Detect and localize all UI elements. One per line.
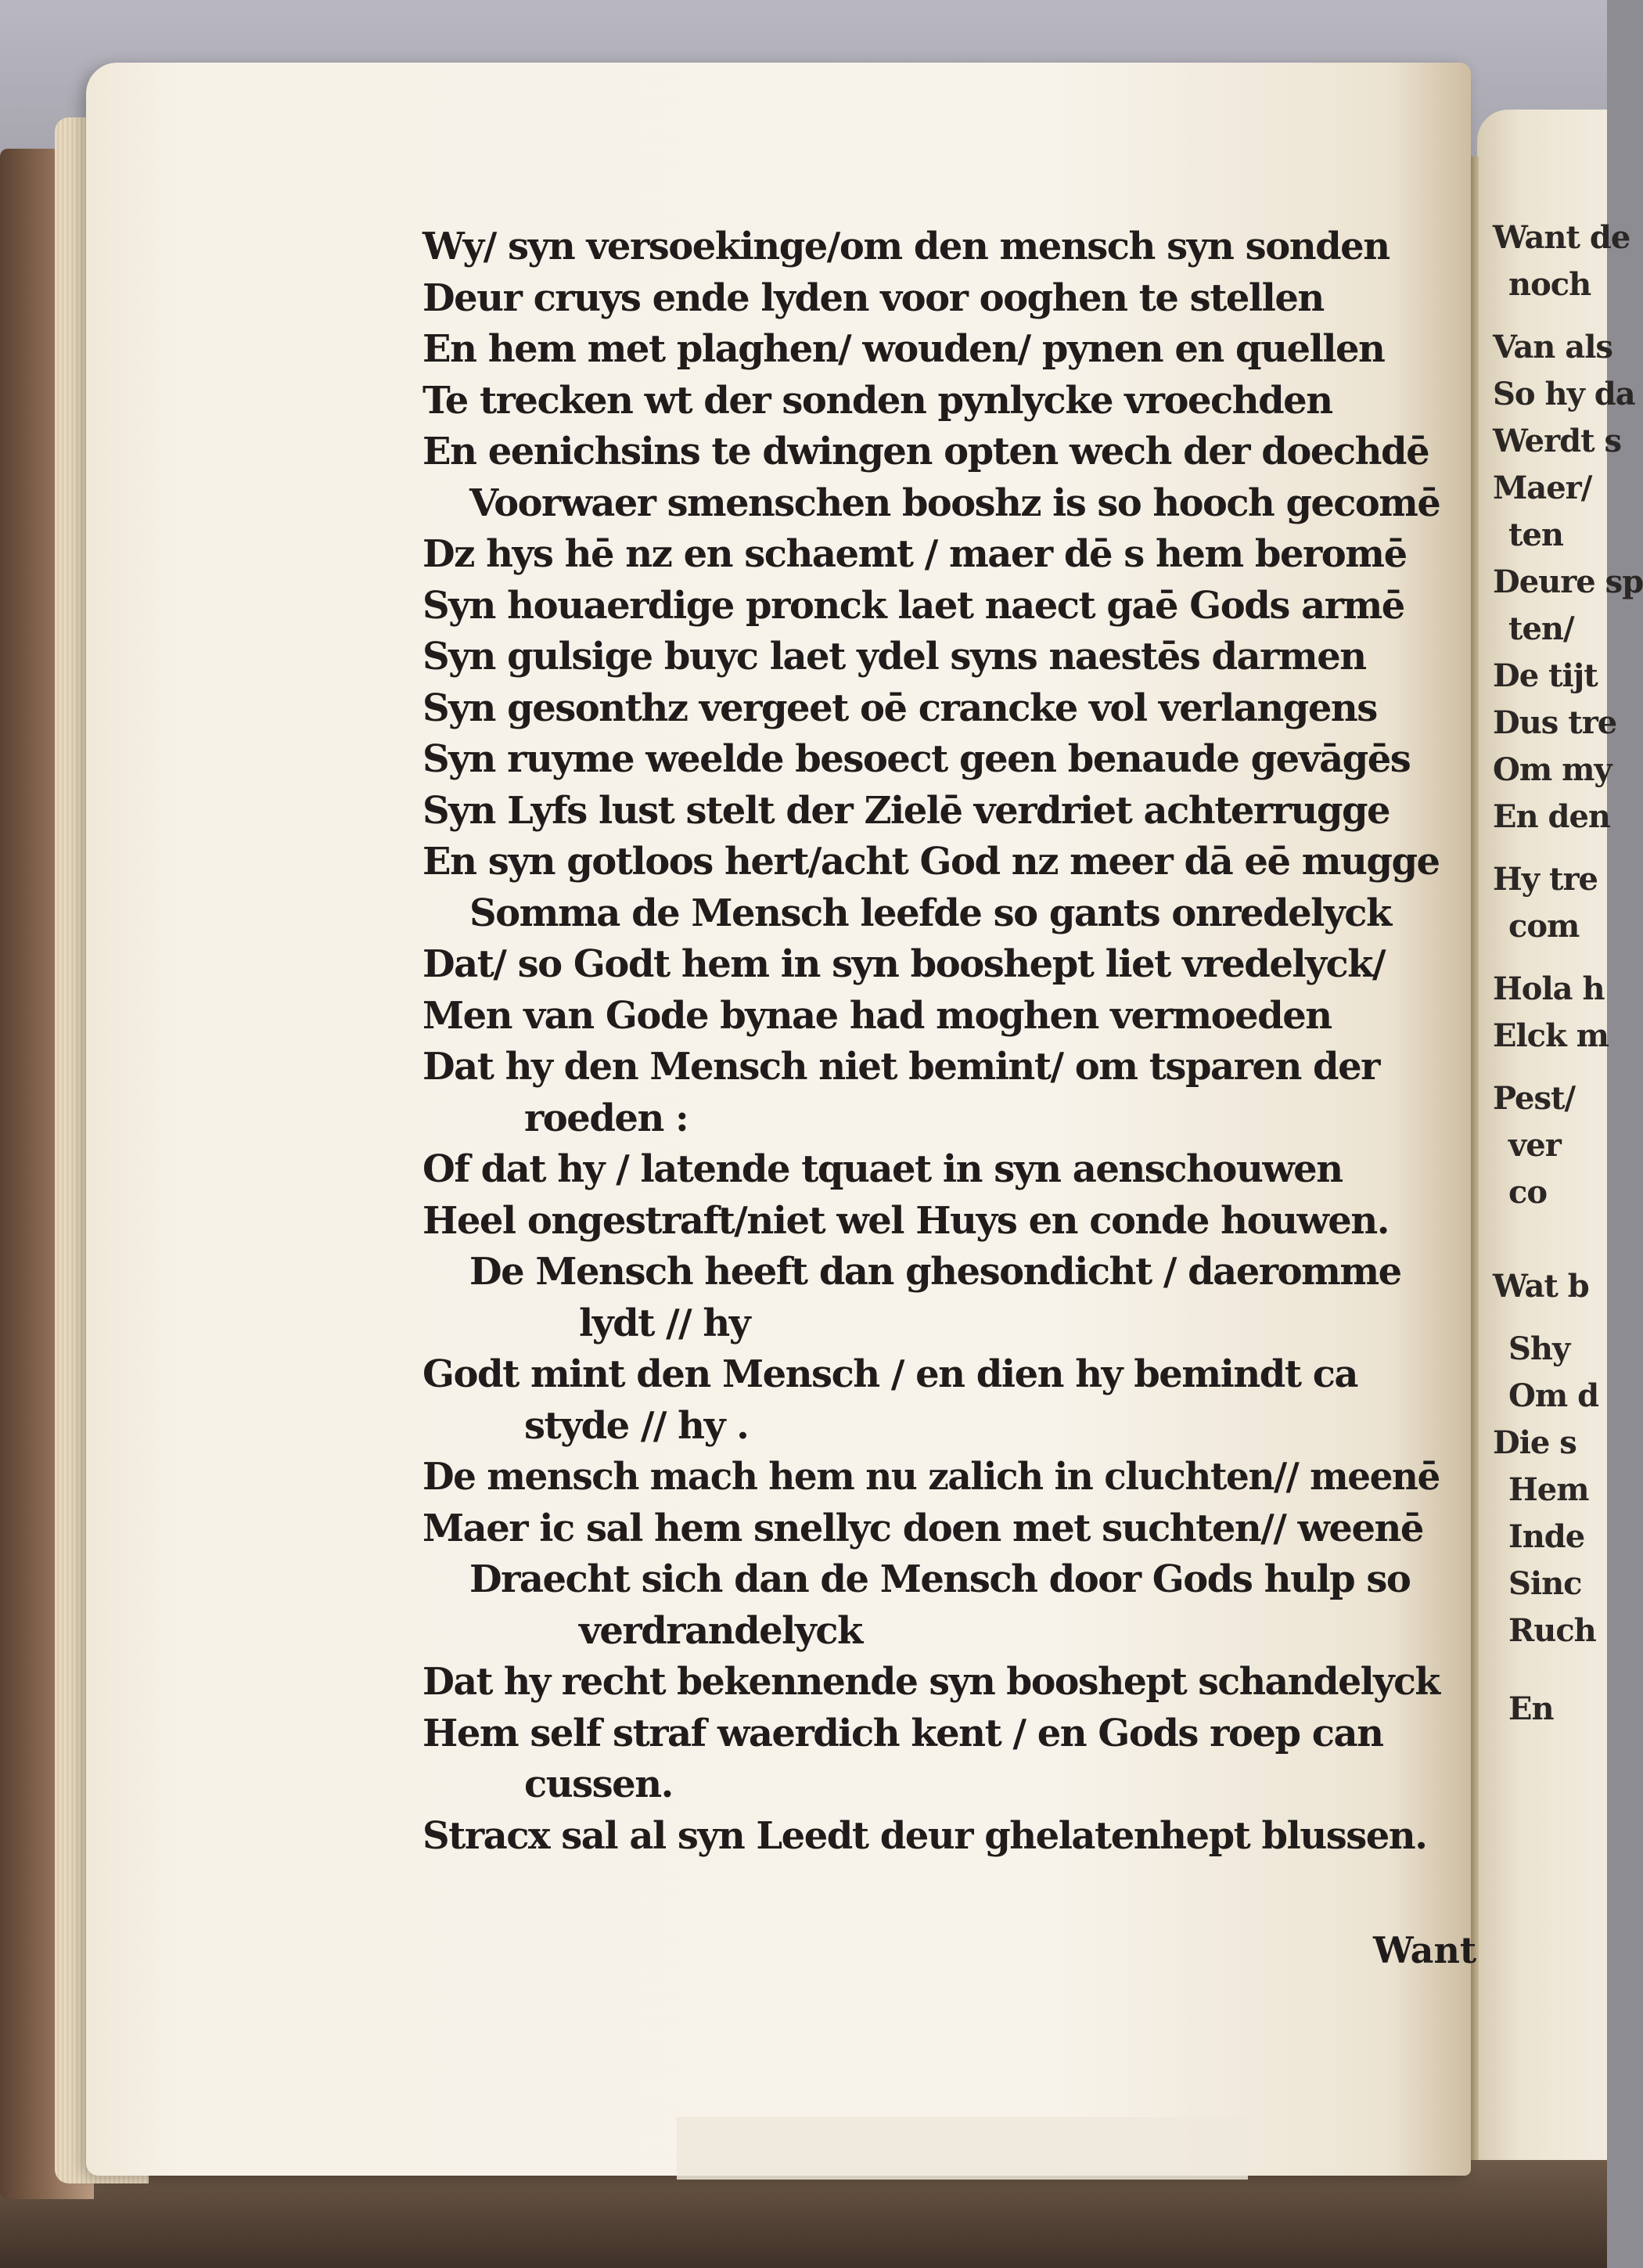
text-line: cussen. — [524, 1762, 673, 1806]
text-line: Voorwaer smenschen booshz is so hooch gecomē — [469, 481, 1440, 525]
right-page-text-fragment: En — [1508, 1690, 1554, 1727]
right-page-text-fragment: Inde — [1508, 1518, 1585, 1555]
text-line: Syn Lyfs lust stelt der Zielē verdriet achterrugge — [422, 788, 1390, 833]
text-line: styde // hy . — [524, 1403, 749, 1448]
text-line: De mensch mach hem nu zalich in cluchten// meenē — [422, 1455, 1440, 1499]
text-line: Syn houaerdige pronck laet naect gaē Gods armē — [422, 583, 1404, 628]
text-line: Stracx sal al syn Leedt deur ghelatenhept blussen. — [422, 1813, 1427, 1858]
right-page-text-fragment: Hy tre — [1493, 861, 1598, 898]
text-line: Maer ic sal hem snellyc doen met suchten// weenē — [422, 1506, 1423, 1550]
text-line: Syn gesonthz vergeet oē crancke vol verlangens — [422, 686, 1377, 730]
right-page — [1477, 110, 1643, 2160]
right-page-text-fragment: Hem — [1508, 1471, 1589, 1508]
text-line: Heel ongestraft/niet wel Huys en conde houwen. — [422, 1198, 1389, 1243]
text-line: Somma de Mensch leefde so gants onredelyck — [469, 891, 1391, 935]
text-line: Wy/ syn versoekinge/om den mensch syn sonden — [422, 225, 1390, 268]
text-line: Dat/ so Godt hem in syn booshept liet vredelyck/ — [422, 942, 1385, 986]
right-page-text-fragment: Deure sp — [1493, 563, 1643, 600]
text-line: Dat hy recht bekennende syn booshept schandelyck — [422, 1660, 1440, 1704]
right-page-text-fragment: ten/ — [1508, 610, 1574, 647]
right-page-text-fragment: So hy da — [1493, 376, 1635, 412]
text-line: lydt // hy — [579, 1301, 750, 1345]
text-line: Men van Gode bynae had moghen vermoeden — [422, 993, 1332, 1038]
right-page-text-fragment: Werdt s — [1493, 423, 1622, 459]
text-line: Syn ruyme weelde besoect geen benaude gevāgēs — [422, 737, 1411, 781]
right-page-text-fragment: Maer/ — [1493, 470, 1592, 506]
text-line: En syn gotloos hert/acht God nz meer dā eē mugge — [422, 840, 1440, 884]
right-page-text-fragment: Sinc — [1508, 1565, 1582, 1602]
text-line: Dat hy den Mensch niet bemint/ om tsparen der — [422, 1045, 1379, 1089]
text-line: Dz hys hē nz en schaemt / maer dē s hem beromē — [422, 532, 1407, 576]
right-page-text-fragment: Want de — [1493, 219, 1630, 256]
right-page-text-fragment: Ruch — [1508, 1612, 1596, 1649]
text-line: De Mensch heeft dan ghesondicht / daeromme — [469, 1250, 1401, 1294]
catchword: Want — [1373, 1929, 1477, 1971]
right-page-text-fragment: En den — [1493, 798, 1610, 835]
text-line: Of dat hy / latende tquaet in syn aenschouwen — [422, 1147, 1343, 1191]
right-page-text-fragment: Wat b — [1493, 1268, 1589, 1305]
right-page-text-fragment: Om my — [1493, 751, 1612, 788]
right-page-text-fragment: com — [1508, 908, 1580, 945]
right-page-text-fragment: Hola h — [1493, 970, 1605, 1007]
right-page-text-fragment: Pest/ — [1493, 1080, 1576, 1117]
text-line: Syn gulsige buyc laet ydel syns naestēs darmen — [422, 635, 1366, 679]
right-page-text-fragment: Elck m — [1493, 1017, 1609, 1054]
right-page-text-fragment: ten — [1508, 517, 1564, 553]
right-page-text-fragment: De tijt — [1493, 657, 1598, 694]
right-page-text-fragment: Om d — [1508, 1377, 1599, 1414]
text-line: Hem self straf waerdich kent / en Gods roep can — [422, 1711, 1383, 1755]
right-page-text-fragment: Shy — [1508, 1330, 1570, 1367]
text-line: Te trecken wt der sonden pynlycke vroechden — [422, 378, 1332, 423]
right-page-text-fragment: Die s — [1493, 1424, 1576, 1461]
right-page-text-fragment: Dus tre — [1493, 704, 1617, 741]
text-line: Godt mint den Mensch / en dien hy bemindt ca — [422, 1352, 1358, 1396]
text-line: Draecht sich dan de Mensch door Gods hulp so — [469, 1557, 1411, 1601]
text-line: Deur cruys ende lyden voor ooghen te stellen — [422, 275, 1324, 320]
right-page-text-fragment: ver — [1508, 1127, 1561, 1164]
right-page-text-fragment: noch — [1508, 266, 1591, 303]
right-page-text-fragment: Van als — [1493, 329, 1612, 365]
obscured-label — [677, 2117, 1248, 2180]
text-line: verdrandelyck — [579, 1608, 862, 1653]
text-line: En hem met plaghen/ wouden/ pynen en quellen — [422, 327, 1385, 371]
text-line: roeden : — [524, 1096, 688, 1140]
text-line: En eenichsins te dwingen opten wech der doechdē — [422, 430, 1429, 473]
right-page-text-fragment: co — [1508, 1174, 1548, 1211]
